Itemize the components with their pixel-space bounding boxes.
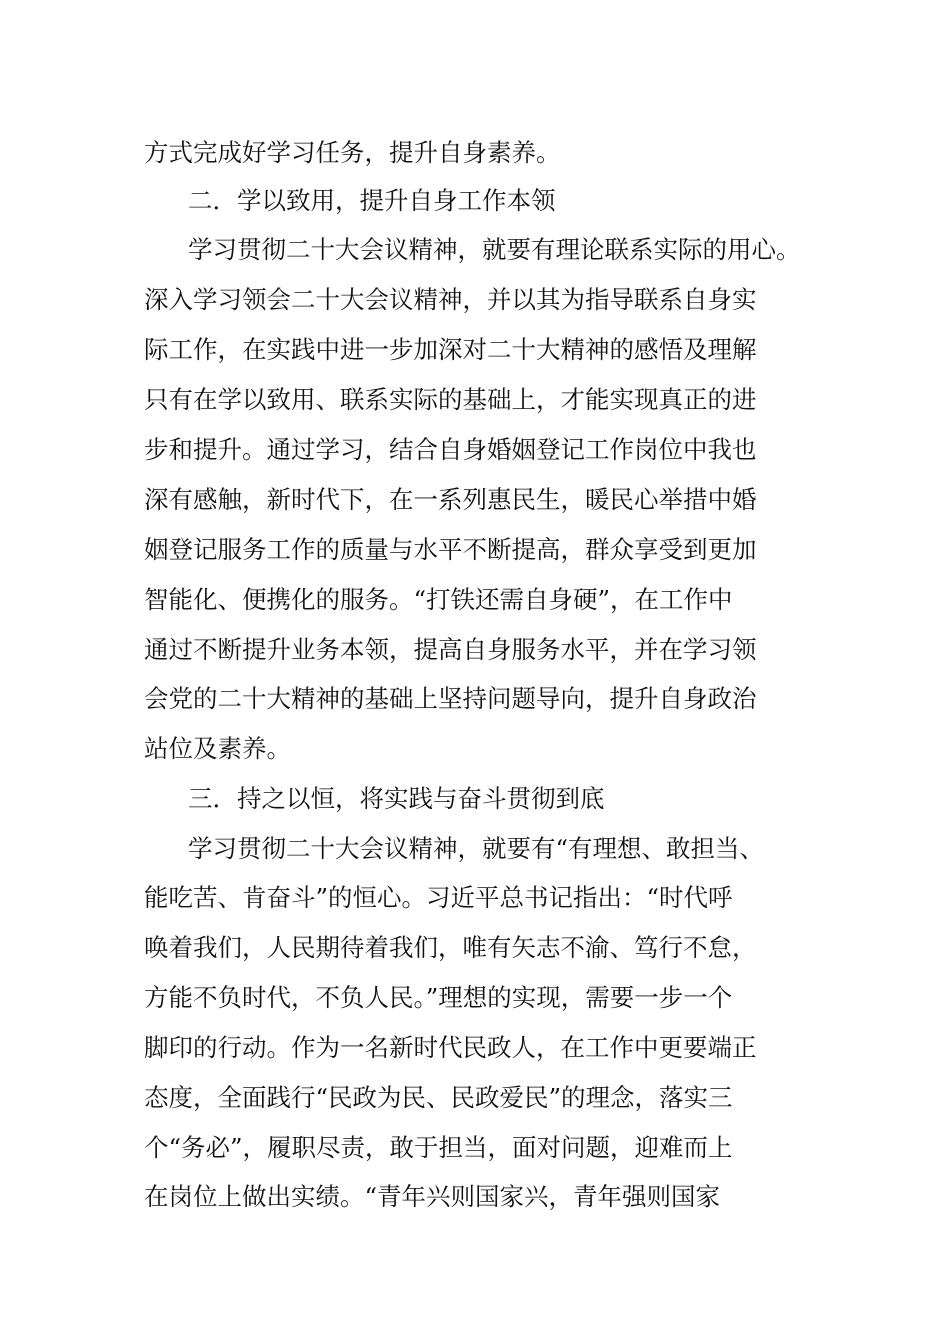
paragraph-line: 能吃苦、肯奋斗”的恒心。习近平总书记指出：“时代呼 xyxy=(144,883,733,912)
paragraph-line: 脚印的行动。作为一名新时代民政人，在工作中更要端正 xyxy=(144,1033,757,1062)
paragraph-line: 只有在学以致用、联系实际的基础上，才能实现真正的进 xyxy=(144,385,757,414)
section-heading: 三．持之以恒，将实践与奋斗贯彻到底 xyxy=(188,784,605,813)
paragraph-line: 学习贯彻二十大会议精神，就要有“有理想、敢担当、 xyxy=(188,834,765,863)
paragraph-line: 站位及素养。 xyxy=(144,734,291,763)
paragraph-line: 姻登记服务工作的质量与水平不断提高，群众享受到更加 xyxy=(144,535,757,564)
paragraph-line: 际工作，在实践中进一步加深对二十大精神的感悟及理解 xyxy=(144,335,757,364)
paragraph-line: 个“务必”，履职尽责，敢于担当，面对问题，迎难而上 xyxy=(144,1133,733,1162)
paragraph-line: 态度，全面践行“民政为民、民政爱民”的理念，落实三 xyxy=(144,1083,733,1112)
paragraph-line: 方能不负时代，不负人民。”理想的实现，需要一步一个 xyxy=(144,983,733,1012)
paragraph-line: 步和提升。通过学习，结合自身婚姻登记工作岗位中我也 xyxy=(144,435,757,464)
paragraph-line: 通过不断提升业务本领，提高自身服务水平，并在学习领 xyxy=(144,635,757,664)
paragraph-line: 深有感触，新时代下，在一系列惠民生，暖民心举措中婚 xyxy=(144,485,757,514)
section-heading: 二．学以致用，提升自身工作本领 xyxy=(188,186,556,215)
paragraph-line: 学习贯彻二十大会议精神，就要有理论联系实际的用心。 xyxy=(188,235,801,264)
paragraph-line: 深入学习领会二十大会议精神，并以其为指导联系自身实 xyxy=(144,285,757,314)
paragraph-line: 唤着我们，人民期待着我们，唯有矢志不渝、笃行不怠， xyxy=(144,933,757,962)
paragraph-line: 会党的二十大精神的基础上坚持问题导向，提升自身政治 xyxy=(144,684,757,713)
paragraph-line: 方式完成好学习任务，提升自身素养。 xyxy=(144,138,561,167)
paragraph-line: 在岗位上做出实绩。“青年兴则国家兴，青年强则国家 xyxy=(144,1182,721,1211)
paragraph-line: 智能化、便携化的服务。“打铁还需自身硬”，在工作中 xyxy=(144,585,733,614)
